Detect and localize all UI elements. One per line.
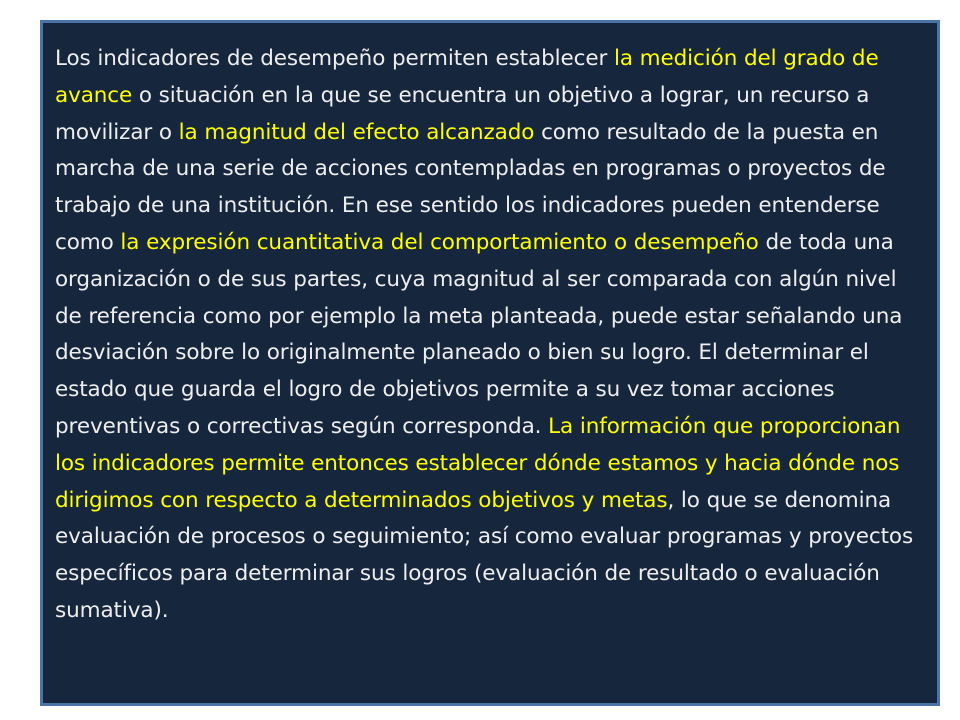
text-panel xyxy=(40,20,940,706)
body-paragraph xyxy=(55,41,925,630)
text-segment-2: o situación en la que se encuentra un objetivo a lograr, un recurso a movilizar o xyxy=(55,82,870,145)
highlight-measurement: la medición del grado de avance xyxy=(55,46,879,108)
text-segment-5: , lo que se denomina evaluación de procesos o seguimiento; así como evaluar programas y proyectos específicos para determinar sus logros (evaluación de resultado o evaluación sumativa). xyxy=(55,487,914,623)
highlight-indicator-information: La información que proporcionan los indicadores permite entonces establecer dónde estamos y hacia dónde nos dirigimos con respecto a determinados objetivos y metas xyxy=(55,413,901,513)
text-segment-1: Los indicadores de desempeño permiten establecer xyxy=(55,46,614,71)
text-segment-3: como resultado de la puesta en marcha de una serie de acciones contempladas en programas o proyectos de trabajo de una institución. En ese sentido los indicadores pueden entenderse como xyxy=(55,119,886,255)
highlight-effect-magnitude: la magnitud del efecto alcanzado xyxy=(178,119,535,145)
highlight-quantitative-expression: la expresión cuantitativa del comportamiento o desempeño xyxy=(120,229,759,255)
text-segment-4: de toda una organización o de sus partes, cuya magnitud al ser comparada con algún nivel de referencia como por ejemplo la meta planteada, puede estar señalando una desviación sobre lo originalmente planeado o bien su logro. El determinar el estado que guarda el logro de objetivos permite a su vez tomar acciones preventivas o correctivas según corresponda. xyxy=(55,229,903,439)
